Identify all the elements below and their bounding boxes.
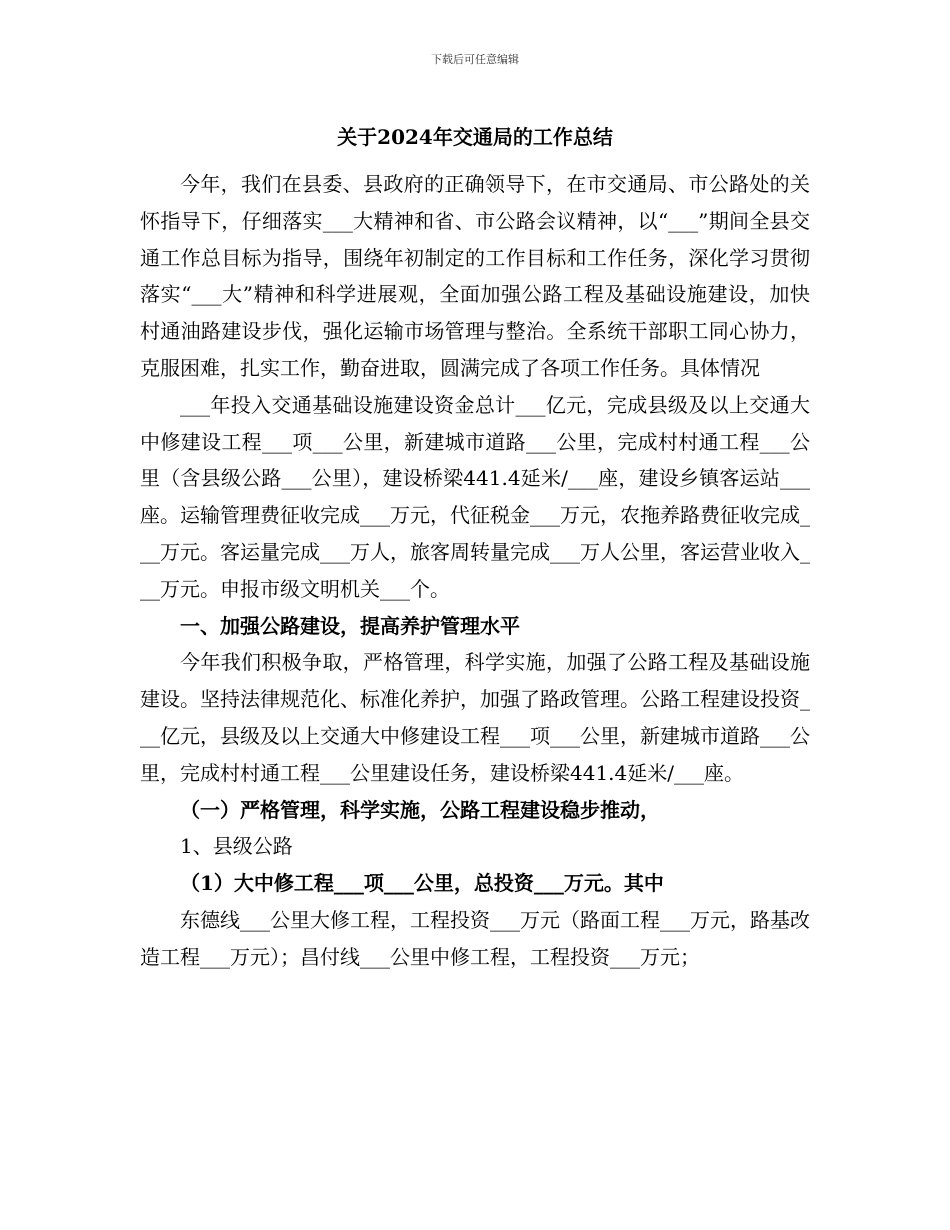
section-1-heading: 一、加强公路建设，提高养护管理水平 <box>180 613 520 638</box>
item-major-repair-projects: （1）大中修工程___项___公里，总投资___万元。其中 <box>180 871 664 896</box>
paragraph-repair-details: 东德线___公里大修工程，工程投资___万元（路面工程___万元，路基改造工程___万元）；昌付线___公里中修工程，工程投资___万元； <box>140 907 810 969</box>
document-title: 关于2024年交通局的工作总结 <box>337 125 613 149</box>
section-1-body: 今年我们积极争取，严格管理，科学实施，加强了公路工程及基础设施建设。坚持法律规范化、标准化养护，加强了路政管理。公路工程建设投资___亿元，县级及以上交通大中修建设工程___项___公里，新建城市道路___公里，完成村村通工程___公里建设任务，建设桥梁441.4延米/___座。 <box>140 650 810 785</box>
paragraph-intro: 今年，我们在县委、县政府的正确领导下，在市交通局、市公路处的关怀指导下，仔细落实___大精神和省、市公路会议精神，以“___”期间全县交通工作总目标为指导，围绕年初制定的工作目标和工作任务，深化学习贯彻落实“___大”精神和科学进展观，全面加强公路工程及基础设施建设，加快村通油路建设步伐，强化运输市场管理与整治。全系统干部职工同心协力，克服困难，扎实工作，勤奋进取，圆满完成了各项工作任务。具体情况 <box>140 172 810 380</box>
document-body <box>140 118 810 976</box>
item-county-roads: 1、县级公路 <box>180 834 293 859</box>
page-header-note: 下载后可任意编辑 <box>431 53 519 66</box>
paragraph-summary: ___年投入交通基础设施建设资金总计___亿元，完成县级及以上交通大中修建设工程___项___公里，新建城市道路___公里，完成村村通工程___公里（含县级公路___公里），建设桥梁441.4延米/___座，建设乡镇客运站___座。运输管理费征收完成___万元，代征税金___万元，农拖养路费征收完成___万元。客运量完成___万人，旅客周转量完成___万人公里，客运营业收入___万元。申报市级文明机关___个。 <box>140 392 810 601</box>
subsection-1-heading: （一）严格管理，科学实施，公路工程建设稳步推动， <box>180 797 660 822</box>
